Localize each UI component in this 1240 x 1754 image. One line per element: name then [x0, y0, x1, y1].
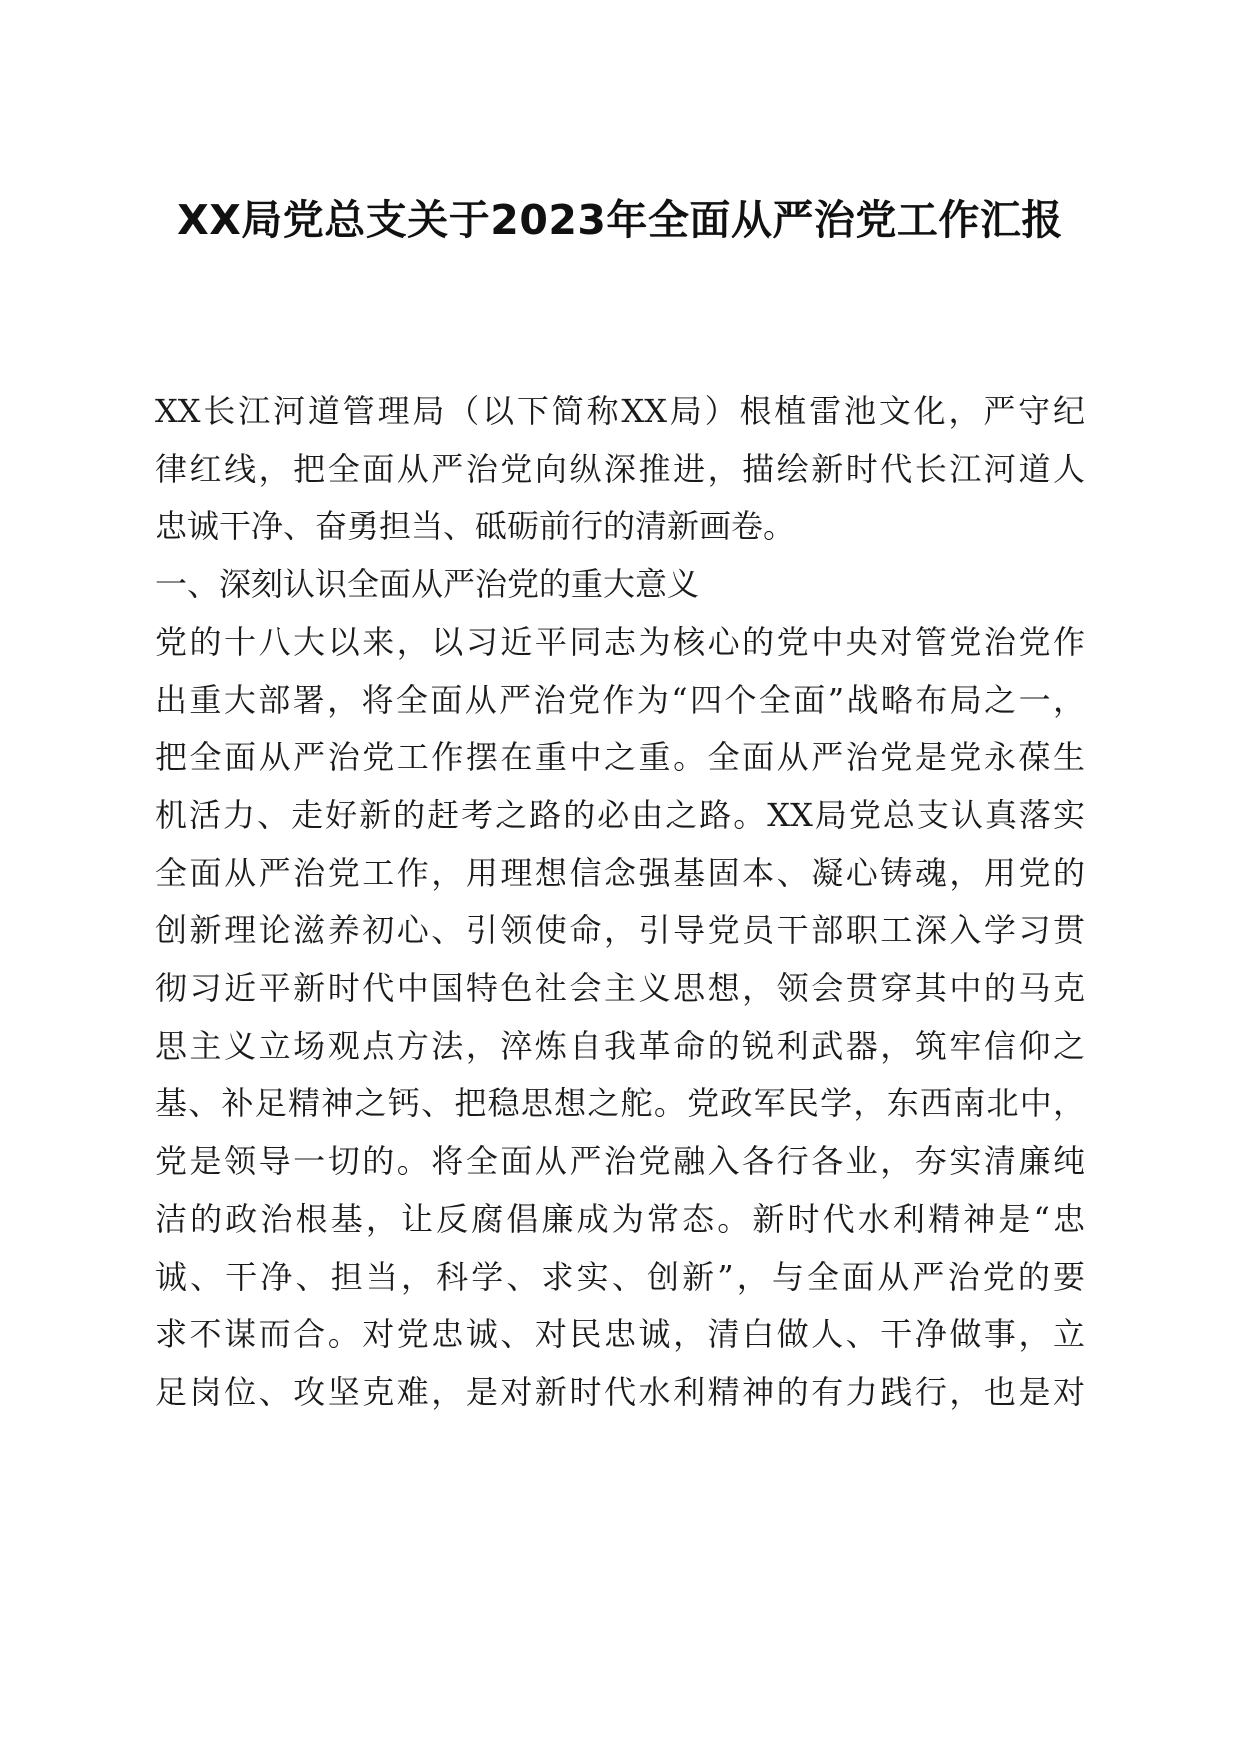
paragraph-line: 思主义立场观点方法，淬炼自我革命的锐利武器，筑牢信仰之	[155, 1026, 1085, 1065]
paragraph-line: 党的十八大以来，以习近平同志为核心的党中央对管党治党作	[155, 622, 1085, 661]
paragraph-line: 彻习近平新时代中国特色社会主义思想，领会贯穿其中的马克	[155, 969, 1085, 1008]
paragraph-line: 全面从严治党工作，用理想信念强基固本、凝心铸魂，用党的	[155, 853, 1085, 892]
paragraph-line: 创新理论滋养初心、引领使命，引导党员干部职工深入学习贯	[155, 911, 1085, 950]
paragraph-line: 党是领导一切的。将全面从严治党融入各行各业，夯实清廉纯	[155, 1142, 1085, 1181]
paragraph-line: 机活力、走好新的赶考之路的必由之路。XX局党总支认真落实	[155, 795, 1085, 834]
paragraph-line: 足岗位、攻坚克难，是对新时代水利精神的有力践行，也是对	[155, 1372, 1085, 1411]
intro-paragraph	[155, 383, 1085, 556]
section-1-heading: 一、深刻认识全面从严治党的重大意义	[155, 565, 700, 604]
document-title-text: XX局党总支关于2023年全面从严治党工作汇报	[177, 196, 1063, 244]
intro-line: 忠诚干净、奋勇担当、砥砺前行的清新画卷。	[155, 507, 796, 546]
document-title	[150, 188, 1090, 252]
paragraph-line: 基、补足精神之钙、把稳思想之舵。党政军民学，东西南北中，	[155, 1084, 1085, 1123]
paragraph-line: 把全面从严治党工作摆在重中之重。全面从严治党是党永葆生	[155, 738, 1085, 777]
document-body	[155, 383, 1085, 1422]
section-1-paragraph	[155, 614, 1085, 1422]
section-heading	[155, 556, 1085, 614]
intro-line: XX长江河道管理局（以下简称XX局）根植雷池文化，严守纪	[155, 392, 1085, 430]
paragraph-line: 诚、干净、担当，科学、求实、创新”，与全面从严治党的要	[155, 1257, 1085, 1296]
paragraph-line: 求不谋而合。对党忠诚、对民忠诚，清白做人、干净做事，立	[155, 1315, 1085, 1354]
paragraph-line: 出重大部署，将全面从严治党作为“四个全面”战略布局之一，	[155, 680, 1085, 719]
paragraph-line: 洁的政治根基，让反腐倡廉成为常态。新时代水利精神是“忠	[155, 1199, 1085, 1238]
intro-line: 律红线，把全面从严治党向纵深推进，描绘新时代长江河道人	[155, 449, 1085, 488]
